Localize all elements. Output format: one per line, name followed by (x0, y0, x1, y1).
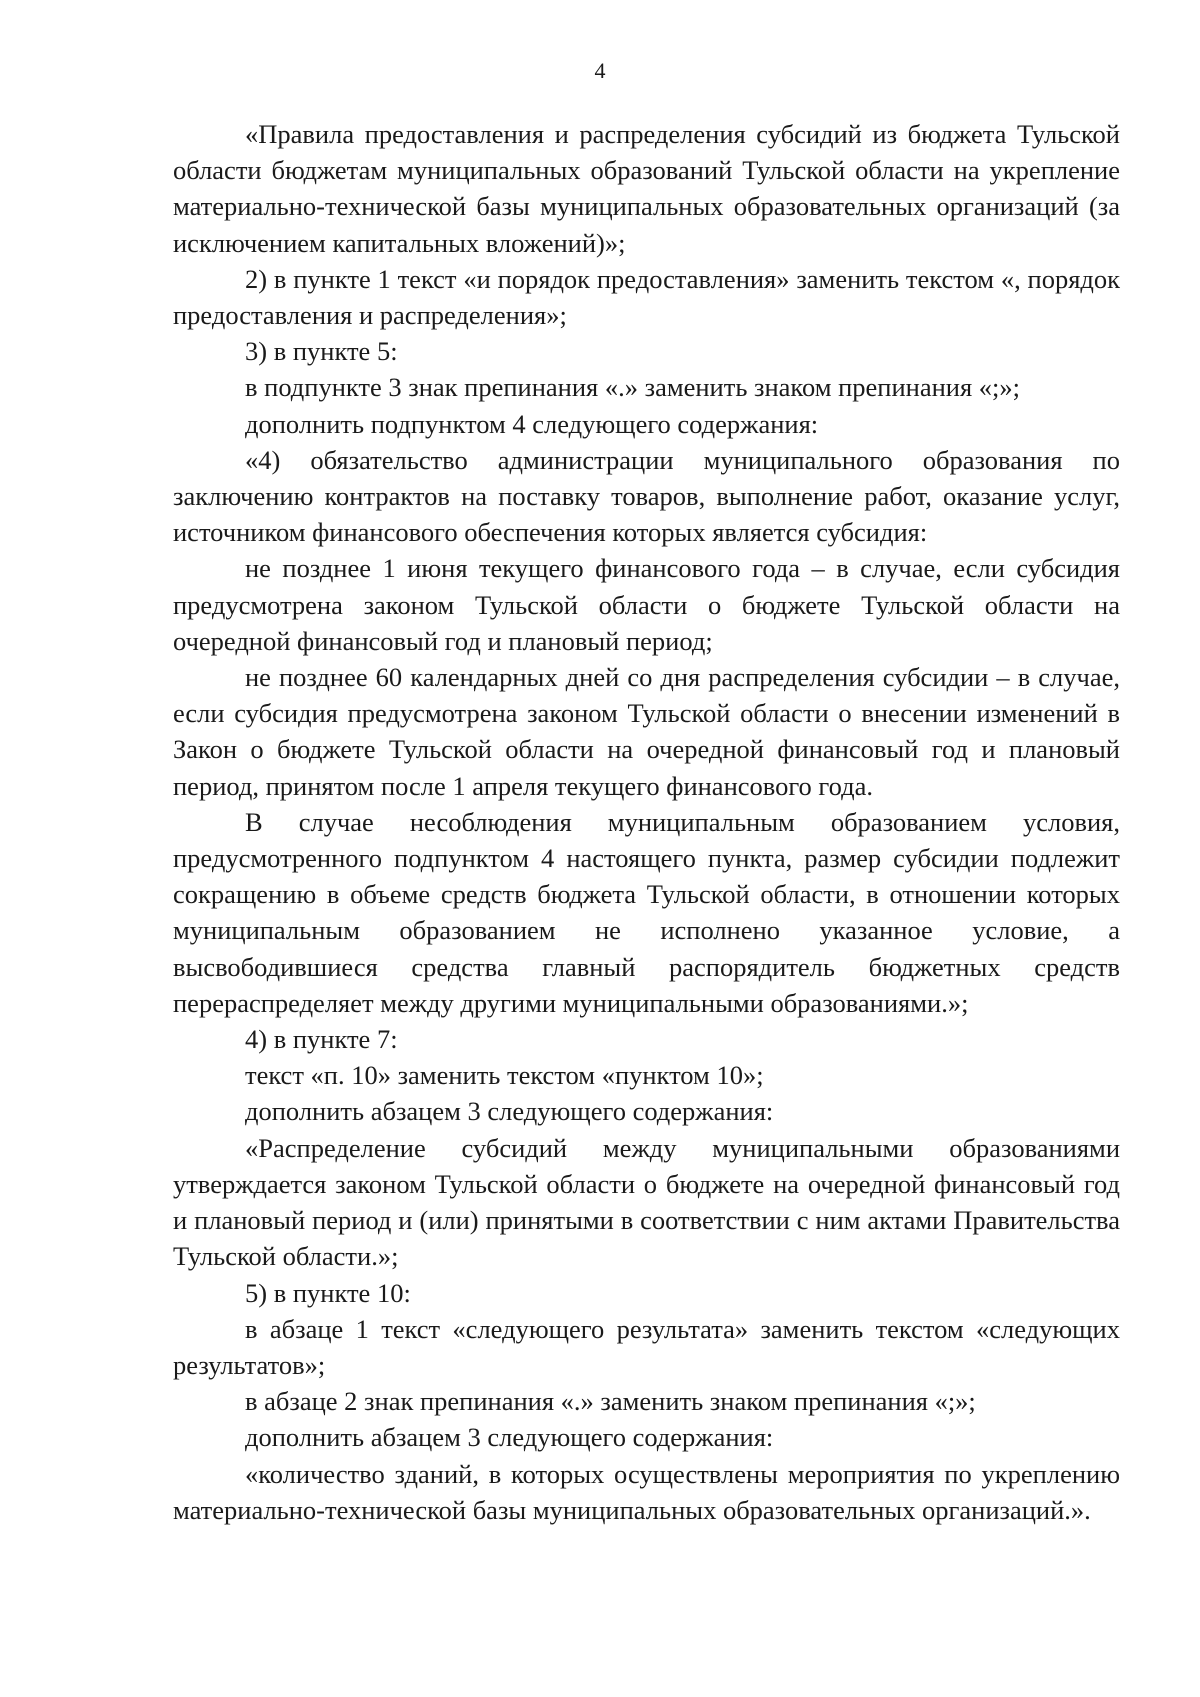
paragraph-text-replace: текст «п. 10» заменить текстом «пунктом 10»; (245, 1060, 764, 1091)
paragraph-deadline-june: не позднее 1 июня текущего финансового года – в случае, если субсидия предусмотрена законом Тульской области о бюджете Тульской области на очередной финансовый год и плановый период; (173, 553, 1120, 656)
paragraph-subitem-3-punctuation: в подпункте 3 знак препинания «.» заменить знаком препинания «;»; (245, 372, 1021, 403)
paragraph-rules-title: «Правила предоставления и распределения субсидий из бюджета Тульской области бюджетам муниципальных образований Тульской области на укрепление материально-технической базы муниципальных образовательных организаций (за исключением капитальных вложений)»; (173, 119, 1120, 258)
paragraph-abzac-2-punctuation: в абзаце 2 знак препинания «.» заменить знаком препинания «;»; (245, 1386, 976, 1417)
paragraph-abzac-1-replace: в абзаце 1 текст «следующего результата» заменить текстом «следующих результатов»; (173, 1313, 1120, 1380)
paragraph-distribution: «Распределение субсидий между муниципальными образованиями утверждается законом Тульской области о бюджете на очередной финансовый год и плановый период и (или) принятыми в соответствии с ним актами Правительства Тульской области.»; (173, 1132, 1120, 1272)
paragraph-add-subitem-4: дополнить подпунктом 4 следующего содержания: (245, 408, 819, 439)
paragraph-buildings-count: «количество зданий, в которых осуществлены мероприятия по укреплению материально-технической базы муниципальных образовательных организаций.». (173, 1458, 1120, 1525)
document-body (173, 116, 1120, 1528)
paragraph-add-abzac-3-second: дополнить абзацем 3 следующего содержания: (245, 1422, 774, 1453)
paragraph-item-4: 4) в пункте 7: (245, 1024, 398, 1055)
paragraph-deadline-60-days: не позднее 60 календарных дней со дня распределения субсидии – в случае, если субсидия предусмотрена законом Тульской области о внесении изменений в Закон о бюджете Тульской области на очередной финансовый год и плановый период, принятом после 1 апреля текущего финансового года. (173, 662, 1120, 801)
paragraph-item-5: 5) в пункте 10: (245, 1277, 411, 1308)
paragraph-item-2: 2) в пункте 1 текст «и порядок предоставления» заменить текстом «, порядок предоставления и распределения»; (173, 263, 1120, 331)
paragraph-add-abzac-3: дополнить абзацем 3 следующего содержания: (245, 1096, 774, 1127)
paragraph-item-3: 3) в пункте 5: (245, 336, 398, 367)
page-number: 4 (594, 58, 606, 83)
paragraph-noncompliance: В случае несоблюдения муниципальным образованием условия, предусмотренного подпунктом 4 настоящего пункта, размер субсидии подлежит сокращению в объеме средств бюджета Тульской области, в отношении которых муниципальным образованием не исполнено указанное условие, а высвободившиеся средства главный распорядитель бюджетных средств перераспределяет между другими муниципальными образованиями.»; (173, 806, 1120, 1018)
paragraph-subitem-4-text: «4) обязательство администрации муниципального образования по заключению контрактов на поставку товаров, выполнение работ, оказание услуг, источником финансового обеспечения которых является субсидия: (173, 444, 1120, 548)
